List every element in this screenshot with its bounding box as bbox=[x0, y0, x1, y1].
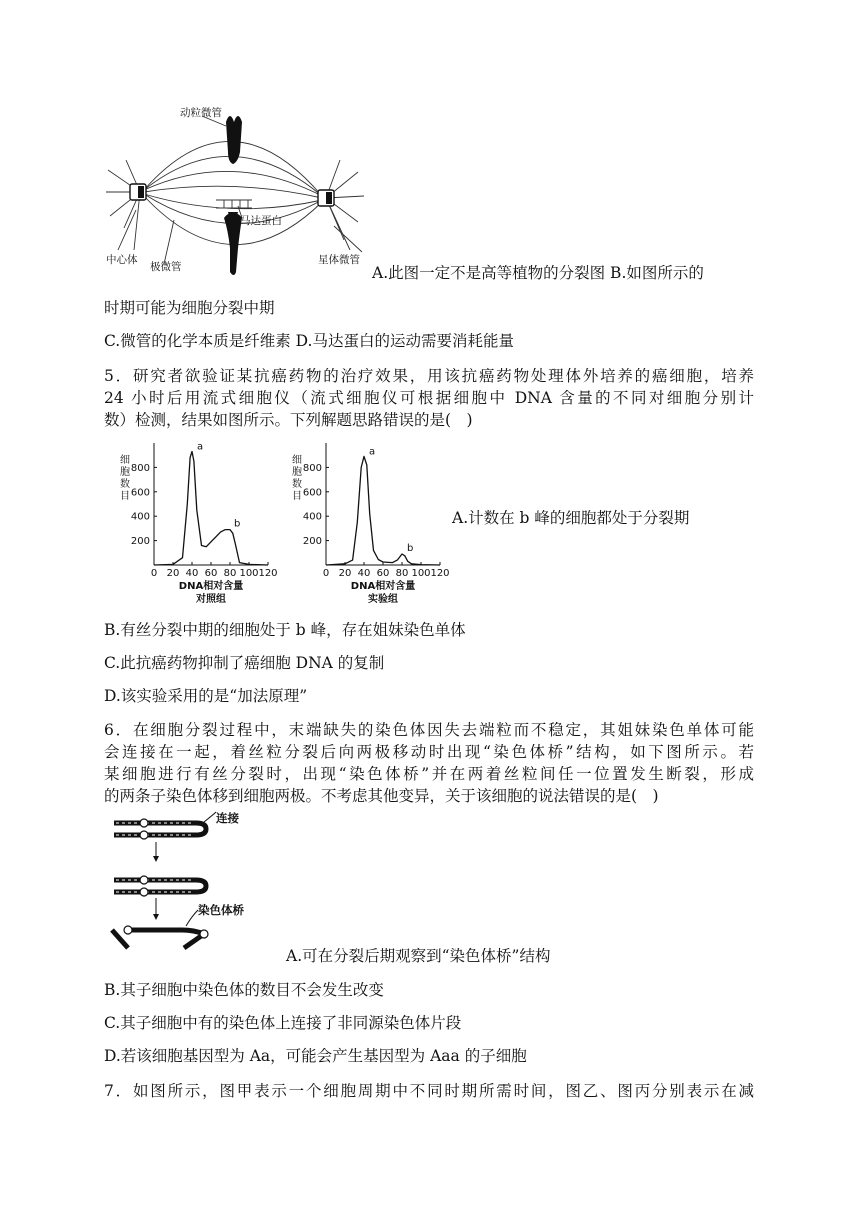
x-tick-label: 20 bbox=[338, 568, 352, 579]
chart-title: 对照组 bbox=[196, 594, 226, 605]
label-centrosome: 中心体 bbox=[106, 254, 138, 266]
q4-option-c-d: C.微管的化学本质是纤维素 D.马达蛋白的运动需要消耗能量 bbox=[104, 332, 514, 350]
y-tick-label: 200 bbox=[130, 536, 150, 548]
x-tick-label: 80 bbox=[395, 568, 409, 579]
x-tick-label: 20 bbox=[166, 568, 180, 579]
label-bridge: 染色体桥 bbox=[198, 903, 244, 917]
x-tick-label: 0 bbox=[322, 568, 330, 579]
series-line bbox=[154, 452, 268, 566]
label-astral-mt: 星体微管 bbox=[318, 254, 360, 266]
q6-option-b: B.其子细胞中染色体的数目不会发生改变 bbox=[104, 981, 384, 999]
q6-option-a: A.可在分裂后期观察到“染色体桥”结构 bbox=[286, 947, 551, 965]
y-axis-label: 细胞数目 bbox=[292, 455, 302, 502]
q5-option-b: B.有丝分裂中期的细胞处于 b 峰，存在姐妹染色单体 bbox=[104, 621, 466, 639]
q5-option-a: A.计数在 b 峰的细胞都处于分裂期 bbox=[452, 509, 690, 527]
label-connect: 连接 bbox=[216, 811, 239, 825]
chart-experiment bbox=[282, 435, 452, 605]
q5-stem-line2: 24 小时后用流式细胞仪（流式细胞仪可根据细胞中 DNA 含量的不同对细胞分别计 bbox=[104, 389, 754, 407]
y-tick-label: 400 bbox=[302, 511, 322, 523]
spindle-figure bbox=[104, 100, 372, 280]
peak-label-b: b bbox=[406, 542, 414, 554]
chart-title: 实验组 bbox=[368, 594, 398, 605]
label-kinetochore-mt: 动粒微管 bbox=[180, 107, 222, 119]
x-axis-label: DNA相对含量 bbox=[350, 581, 416, 592]
q6-option-d: D.若该细胞基因型为 Aa，可能会产生基因型为 Aaa 的子细胞 bbox=[104, 1047, 527, 1065]
chart-control bbox=[110, 435, 280, 605]
chromosome-bridge-figure bbox=[104, 808, 284, 958]
q4-option-a-b: A.此图一定不是高等植物的分裂图 B.如图所示的 bbox=[372, 264, 704, 282]
y-tick-label: 600 bbox=[130, 487, 150, 499]
q5-stem-line1: 5．研究者欲验证某抗癌药物的治疗效果，用该抗癌药物处理体外培养的癌细胞，培养 bbox=[104, 367, 754, 385]
label-polar-mt: 极微管 bbox=[150, 261, 182, 273]
x-tick-label: 60 bbox=[376, 568, 390, 579]
y-tick-label: 600 bbox=[302, 487, 322, 499]
peak-label-b: b bbox=[234, 518, 241, 530]
x-tick-label: 40 bbox=[185, 568, 199, 579]
x-tick-label: 100 bbox=[411, 568, 431, 579]
q6-option-c: C.其子细胞中有的染色体上连接了非同源染色体片段 bbox=[104, 1014, 462, 1032]
y-tick-label: 200 bbox=[302, 536, 322, 548]
q6-stem-line4: 的两条子染色体移到细胞两极。不考虑其他变异，关于该细胞的说法错误的是( ) bbox=[104, 787, 659, 805]
q6-stem-line2: 会连接在一起，着丝粒分裂后向两极移动时出现“染色体桥”结构，如下图所示。若 bbox=[104, 743, 754, 761]
q5-stem-line3: 数）检测，结果如图所示。下列解题思路错误的是( ) bbox=[104, 411, 473, 429]
x-axis-label: DNA相对含量 bbox=[178, 581, 244, 592]
peak-label-a: a bbox=[196, 441, 204, 453]
q6-stem-line3: 某细胞进行有丝分裂时，出现“染色体桥”并在两着丝粒间任一位置发生断裂，形成 bbox=[104, 765, 754, 783]
x-tick-label: 0 bbox=[150, 568, 158, 579]
y-axis-label: 细胞数目 bbox=[120, 455, 130, 502]
peak-label-a: a bbox=[368, 446, 376, 458]
x-tick-label: 80 bbox=[223, 568, 237, 579]
x-tick-label: 60 bbox=[204, 568, 218, 579]
q6-stem-line1: 6．在细胞分裂过程中，末端缺失的染色体因失去端粒而不稳定，其姐妹染色单体可能 bbox=[104, 721, 754, 739]
q4-option-b-cont: 时期可能为细胞分裂中期 bbox=[104, 299, 275, 317]
label-motor-protein: 马达蛋白 bbox=[240, 215, 282, 227]
x-tick-label: 120 bbox=[258, 568, 278, 579]
x-tick-label: 40 bbox=[357, 568, 371, 579]
y-tick-label: 800 bbox=[130, 462, 150, 474]
series-line bbox=[326, 456, 440, 565]
q7-stem-line1: 7．如图所示，图甲表示一个细胞周期中不同时期所需时间，图乙、图丙分别表示在减 bbox=[104, 1082, 754, 1100]
y-tick-label: 800 bbox=[302, 462, 322, 474]
q5-option-c: C.此抗癌药物抑制了癌细胞 DNA 的复制 bbox=[104, 654, 385, 672]
x-tick-label: 100 bbox=[239, 568, 259, 579]
q5-option-d: D.该实验采用的是“加法原理” bbox=[104, 687, 308, 705]
y-tick-label: 400 bbox=[130, 511, 150, 523]
x-tick-label: 120 bbox=[430, 568, 450, 579]
